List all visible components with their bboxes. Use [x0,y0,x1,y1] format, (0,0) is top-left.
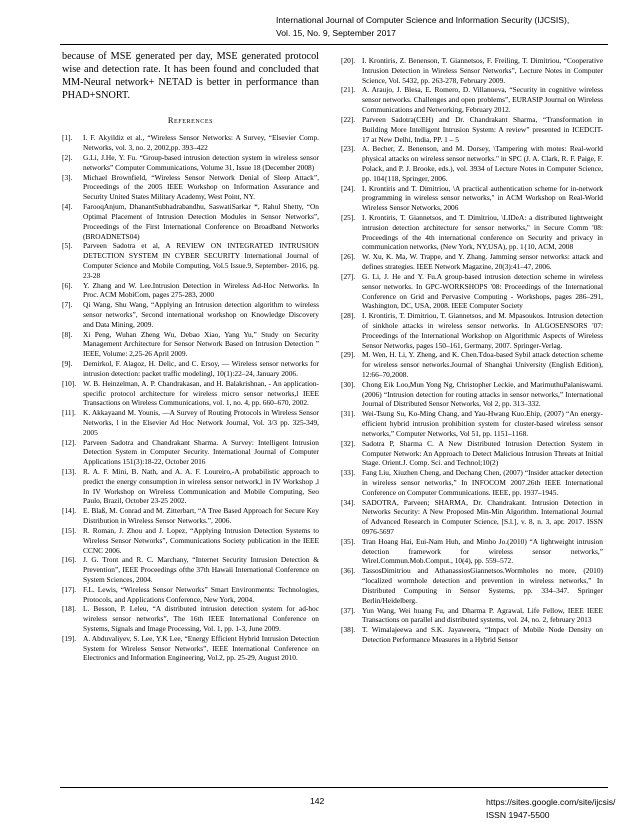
reference-number: [28]. [341,311,356,321]
reference-number: [15]. [62,525,77,535]
reference-text: I. Krontiris and T. Dimitriou, \A practical authentication scheme for in-network programming in wireless sensor networks," in ACM Workshop on Real-World Wireless Sensor Networks, 2006 [362,183,603,213]
reference-text: W. Xu, K. Ma, W. Trappe, and Y. Zhang. Jamming sensor networks: attack and defines strategies. IEEE Network Magazine, 20(3):41–47, 2006. [362,252,603,272]
journal-header-line1: International Journal of Computer Science and Information Security (IJCSIS), [276,15,570,25]
reference-text: Wei-Tsung Su, Ko-Ming Chang, and Yau-Hwang Kuo.Ehip, (2007) “An energy-efficient hybrid intrusion prohibition system for cluster-based wireless sensor networks,” Computer Networks, Vol 51, pp. 1151–1168. [362,409,603,438]
reference-text: Yun Wang, Wei huang Fu, and Dharma P. Agrawal, Life Fellow, IEEE IEEE Transactions on parallel and distributed systems, vol. 24, no. 2, february 2013 [362,605,603,625]
reference-number: [11]. [62,408,76,418]
reference-number: [27]. [341,271,356,281]
reference-number: [30]. [341,379,356,389]
reference-item [341,409,603,438]
reference-text: Fang Liu, Xiuzhen Cheng, and Dechang Chen, (2007) “Insider attacker detection in wireless sensor networks,” In INFOCOM 2007.26th IEEE International Conference on Computer Communications. IEEE, pp. 1937–1945. [362,468,603,497]
reference-text: I. Krontiris, T. Dimitriou, T. Giannetsos, and M. Mpasoukos. Intrusion detection of sinkhole attacks in wireless sensor networks. In ALGOSENSORS '07: Proceedings of the International Workshop on Algorithmic Aspects of Wireless Sensor Networks, pages 150–161, Germany, 2007. Springer-Verlag. [362,311,603,350]
reference-item [341,537,603,566]
page-number: 142 [310,796,325,806]
reference-text: Michael Brownfield, “Wireless Sensor Network Denial of Sleep Attack”, Proceedings of the 2005 IEEE Workshop on Information Assurance and Security United States Military Academy, West Point, NY. [83,172,319,202]
reference-text: A. Abduvaliyev, S. Lee, Y.K Lee, “Energy Efficient Hybrid Intrusion Detection System for Wireless Sensor Networks”, IEEE International Conference on Electronics and Information Engineering, Vol.2, pp. 25-29, August 2010. [83,633,319,663]
intro-paragraph: because of MSE generated per day, MSE generated protocol wise and detection rate. It has been found and concluded that MM-Neural network+ NETAD is better in performance than PHAD+SNORT. [62,51,319,102]
reference-text: I. Krontiris, Z. Benenson, T. Giannetsos, F. Freiling, T. Dimitriou, “Cooperative Intrusion Detection in Wireless Sensor Networks”, Lecture Notes in Computer Science, Vol. 5432, pp. 263-278, February 2009. [362,56,603,85]
reference-number: [37]. [341,605,356,615]
reference-number: [25]. [341,213,356,222]
reference-number: [20]. [341,56,356,65]
reference-text: Parveen Sadotra and Chandrakant Sharma. A Survey: Intelligent Intrusion Detection System in Computer Security. International Journal of Computer Applications 151(3):18-22, October 2016 [83,437,319,467]
reference-text: I. Krontiris, T. Giannetsos, and T. Dimitriou, \LIDeA: a distributed lightweight intrusion detection architecture for sensor networks," in Secure Comm '08: Proceedings of the 4th international conference on Security and privacy in communication networks, (New York, NY,USA), pp. 1{10, ACM, 2008 [362,213,603,252]
reference-item [341,498,603,537]
reference-text: FarooqAnjum, DhanantSubhadrabandhu, SaswatiSarkar *, Rahul Shetty, “On Optimal Placement of Intrusion Detection Modules in Sensor Networks”, Proceedings of the First International Conference on Broadband Networks (BROADNETS04) [83,202,319,241]
reference-text: Parveen Sadotra et al, A REVIEW ON INTEGRATED INTRUSION DETECTION SYSTEM IN CYBER SECURITY International Journal of Computer Science and Mobile Computing, Vol.5 Issue.9, September- 2016, pg. 23-28 [83,241,319,280]
references-heading [62,116,319,125]
reference-text: W. B. Heinzelman, A. P. Chandrakasan, and H. Balakrishnan, - An application-specific protocol architecture for wireless micro sensor networks,l IEEE Transactions on Wireless Communications, vol. 1, no. 4, pp. 660–670, 2002. [83,378,319,408]
reference-item [62,438,319,467]
reference-number: [17]. [62,584,77,594]
footer-rule [60,787,608,788]
reference-number: [32]. [341,438,356,448]
reference-text: Tran Hoang Hai, Eui-Nam Huh, and Minho Jo.(2010) “A lightweight intrusion detection framework for wireless sensor networks,” Wirel.Commun.Mob.Comput., 10(4), pp. 559–572. [362,536,603,566]
reference-text: I. F. Akyildiz et al., “Wireless Sensor Networks: A Survey, “Elsevier Comp. Networks, vol. 3, no. 2, 2002,pp. 393–422 [83,133,319,153]
footer-url[interactable]: https://sites.google.com/site/ijcsis/ [486,797,616,807]
reference-text: F.L. Lewis, “Wireless Sensor Networks” Smart Environments: Technologies, Protocols, and Applications Conference, New York, 2004. [83,584,319,604]
reference-number: [9]. [62,359,73,369]
reference-text: SADOTRA, Parveen; SHARMA, Dr. Chandrakant. Intrusion Detection in Networks Security: A New Proposed Min-Min Algorithm. International Journal of Advanced Research in Computer Science, [S.l.], v. 8, n. 3, apr. 2017. ISSN 0976-5697 [362,497,603,536]
reference-item [341,468,603,497]
reference-text: K. Akkayaand M. Younis, ―A Survey of Routing Protocols in Wireless Sensor Networks, l in the Elsevier Ad Hoc Network Journal, Vol. 3/3 pp. 325-349, 2005 [83,408,319,437]
reference-item [341,566,603,605]
reference-item [62,173,319,202]
reference-text: E. Blaß, M. Conrad and M. Zitterbart, “A Tree Based Approach for Secure Key Distribution in Wireless Sensor Networks.”, 2006. [83,506,319,526]
reference-text: R. Roman, J. Zhou and J. Lopez, “Applying Intrusion Detection Systems to Wireless Sensor Networks”, Communications Society publication in the IEEE CCNC 2006. [83,525,319,555]
reference-item [341,606,603,626]
reference-item [341,311,603,350]
reference-text: L. Besson, P. Leleu, “A distributed intrusion detection system for ad-hoc wireless sensor networks”, The 16th IEEE International Conference on Systems, Signals and Image Processing, Vol. 1, pp. 1-3, June 2009. [83,604,319,633]
reference-number: [33]. [341,468,356,478]
reference-item [62,634,319,663]
header-rule [60,44,608,45]
reference-number: [7]. [62,300,73,310]
reference-number: [36]. [341,566,356,576]
reference-item [62,604,319,633]
reference-item [62,555,319,584]
reference-text: J. G. Tront and R. C. Marchany, “Internet Security Intrusion Detection & Prevention”, IEEE Proceedings ofthe 37th Hawaii International Conference on System Sciences, 2004. [83,555,319,584]
references-heading-text: References [167,116,214,126]
reference-item [62,202,319,241]
right-column [341,56,603,645]
reference-text: Sadotra P, Sharma C. A New Distributed Intrusion Detection System in Computer Network: An Approach to Detect Malicious Intrusion Threats at Initial Stage. Orient.J. Comp. Sci. and Technol;10(2) [362,438,603,468]
reference-item [62,153,319,173]
reference-number: [3]. [62,172,73,182]
reference-item [62,330,319,359]
reference-number: [16]. [62,555,77,565]
reference-text: Qi Wang, Shu Wang, “Applying an Intrusion detection algorithm to wireless sensor networks”, Second international workshop on Knowledge Discovery and Data Mining, 2009. [83,300,319,329]
reference-item [62,241,319,280]
reference-item [341,56,603,85]
reference-item [341,439,603,468]
reference-item [341,625,603,645]
reference-number: [14]. [62,506,77,516]
reference-item [341,115,603,144]
reference-item [62,359,319,379]
references-list-right [341,56,603,645]
reference-item [341,380,603,409]
reference-text: G. Li, J. He and Y. Fu.A group-based intrusion detection scheme in wireless sensor networks. In GPC-WORKSHOPS '08: Proceedings of the International Conference on Grid and Pervasive Computing - Workshops, pages 286–291, Washington, DC, USA, 2008. IEEE Computer Society [362,271,603,311]
reference-number: [26]. [341,252,356,262]
reference-item [341,144,603,183]
reference-number: [1]. [62,133,73,143]
reference-text: A. Becher, Z. Benenson, and M. Dorsey, \Tampering with motes: Real-world physical attacks on wireless sensor networks." in SPC (J. A. Clark, R. F. Paige, F. Polack, and P. J. Brooke, eds.), vol. 3934 of Lecture Notes in Computer Science, pp. 104{118, Springer, 2006. [362,144,603,183]
reference-text: M. Wen, H. Li, Y. Zheng, and K. Chen.Tdoa-based Sybil attack detection scheme for wireless sensor networks.Journal of Shanghai University (English Edition), 12:66–70,2008. [362,350,603,379]
reference-number: [6]. [62,280,73,290]
reference-item [341,213,603,252]
reference-number: [29]. [341,350,356,360]
reference-number: [31]. [341,409,356,419]
reference-item [62,467,319,506]
reference-text: T. Wimalajeewa and S.K. Jayaweera, “Impact of Mobile Node Density on Detection Performance Measures in a Hybrid Sensor [362,625,603,644]
references-list-left [62,133,319,663]
reference-number: [12]. [62,437,77,447]
reference-number: [5]. [62,241,73,251]
reference-item [341,350,603,379]
reference-number: [34]. [341,497,356,507]
reference-number: [22]. [341,114,356,124]
reference-text: R. A. F. Mini, B. Nath, and A. A. F. Loureiro,-A probabilistic approach to predict the energy consumption in wireless sensor network,l in IV Workshop ,l In IV Workshop on Wireless Communication and Mobile Computing, Seo Paulo, Brazil, October 23-25 2002. [83,467,319,506]
reference-number: [35]. [341,536,356,546]
reference-number: [38]. [341,625,356,635]
reference-text: G.Li, J.He, Y. Fu. “Group-based intrusion detection system in wireless sensor networks” Computer Communications, Volume 31, Issue 18 (December 2008) [83,153,319,172]
footer-issn: ISSN 1947-5500 [486,809,550,820]
reference-item [62,133,319,153]
reference-number: [2]. [62,153,73,162]
reference-number: [23]. [341,144,356,154]
reference-item [62,585,319,605]
reference-number: [24]. [341,183,356,193]
reference-number: [18]. [62,604,77,614]
reference-number: [21]. [341,85,356,95]
reference-number: [19]. [62,633,77,643]
reference-text: Chong Eik Loo,Mun Yong Ng, Christopher Leckie, and MarimuthuPalaniswami.(2006) “Intrusion detection for routing attacks in sensor networks,” International Journal of Distributed Sensor Networks, Vol 2, pp. 313–332. [362,379,603,409]
reference-item [62,526,319,555]
reference-item [341,85,603,114]
reference-item [341,252,603,272]
reference-text: Y. Zhang and W. Lee.Intrusion Detection in Wireless Ad-Hoc Networks. In Proc. ACM MobiCom, pages 275-283, 2000 [83,280,319,300]
reference-number: [4]. [62,202,73,212]
journal-header-line2: Vol. 15, No. 9, September 2017 [276,27,396,38]
journal-header [276,14,616,39]
reference-text: Parveen Sadotra(CEH) and Dr. Chandrakant Sharma, “Transformation in Building More Intelligent Intrusion System: A review” presented in ICEDCIT- 17 at New Delhi, India, PP. 1 – 5 [362,114,603,144]
footer-info [486,796,615,821]
left-column [62,50,319,663]
reference-number: [10]. [62,378,77,388]
reference-item [341,184,603,213]
reference-text: A. Araujo, J. Blesa, E. Romero, D. Villanueva, “Security in cognitive wireless sensor networks. Challenges and open problems”, EURASIP Journal on Wireless Communications and Networking, February 2012. [362,85,603,115]
reference-text: Demirkol, F. Alagoz, H. Delic, and C. Ersoy, ― Wireless sensor networks for intrusion detection: packet traffic modelingl, 10(1):22–24, January 2006. [83,359,319,378]
reference-number: [8]. [62,329,73,339]
reference-number: [13]. [62,467,77,476]
reference-item [62,408,319,437]
reference-item [341,272,603,311]
reference-item [62,506,319,526]
reference-text: Xi Peng, Wuhan Zheng Wu, Debao Xiao, Yang Yu,” Study on Security Management Architecture for Sensor Network Based on Intrusion Detection ” IEEE, Volume: 2,25-26 April 2009. [83,329,319,359]
reference-item [62,379,319,408]
reference-text: TassosDimitriou and AthanassiosGiannetsos.Wormholes no more, (2010) “localized wormhole detection and prevention in wireless networks,” In Distributed Computing in Sensor Systems, pp. 334–347. Springer Berlin/Heidelberg. [362,566,603,605]
reference-item [62,281,319,301]
reference-item [62,300,319,329]
